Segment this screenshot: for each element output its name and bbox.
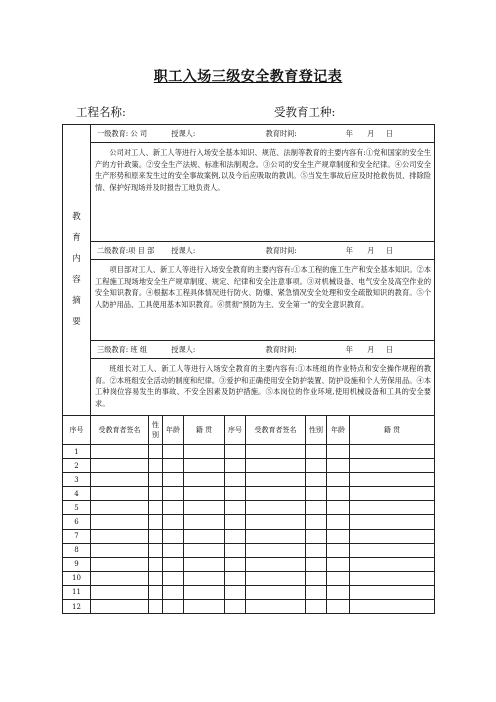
- gender-cell-2[interactable]: [306, 571, 327, 585]
- age-cell[interactable]: [163, 515, 184, 529]
- seq-cell-2[interactable]: [225, 473, 246, 487]
- trainee-signature-cell-2[interactable]: [246, 515, 306, 529]
- age-cell-2[interactable]: [327, 515, 350, 529]
- trainee-signature-cell[interactable]: [91, 445, 149, 459]
- seq-cell-2[interactable]: [225, 529, 246, 543]
- trainee-signature-cell[interactable]: [91, 473, 149, 487]
- gender-cell[interactable]: [149, 501, 163, 515]
- age-cell[interactable]: [163, 529, 184, 543]
- origin-cell-2[interactable]: [350, 459, 435, 473]
- row-number: 8: [63, 543, 91, 557]
- age-cell-2[interactable]: [327, 571, 350, 585]
- seq-cell-2[interactable]: [225, 571, 246, 585]
- gender-cell-2[interactable]: [306, 543, 327, 557]
- age-cell-2[interactable]: [327, 473, 350, 487]
- origin-cell[interactable]: [184, 529, 225, 543]
- gender-cell-2[interactable]: [306, 600, 327, 614]
- gender-cell-2[interactable]: [306, 529, 327, 543]
- seq-cell-2[interactable]: [225, 445, 246, 459]
- age-cell[interactable]: [163, 445, 184, 459]
- col-seq-2: 序号: [225, 416, 246, 445]
- gender-cell[interactable]: [149, 529, 163, 543]
- origin-cell[interactable]: [184, 501, 225, 515]
- table-row: [63, 571, 435, 585]
- trainee-signature-cell-2[interactable]: [246, 600, 306, 614]
- gender-cell[interactable]: [149, 571, 163, 585]
- age-cell[interactable]: [163, 473, 184, 487]
- origin-cell-2[interactable]: [350, 600, 435, 614]
- col-age-2: 年龄: [327, 416, 350, 445]
- gender-cell-2[interactable]: [306, 473, 327, 487]
- age-cell[interactable]: [163, 459, 184, 473]
- age-cell-2[interactable]: [327, 585, 350, 599]
- origin-cell[interactable]: [184, 515, 225, 529]
- seq-cell-2[interactable]: [225, 543, 246, 557]
- gender-cell[interactable]: [149, 445, 163, 459]
- origin-cell[interactable]: [184, 571, 225, 585]
- row-number: 4: [63, 487, 91, 501]
- trainee-signature-cell-2[interactable]: [246, 557, 306, 571]
- trainee-signature-cell[interactable]: [91, 487, 149, 501]
- age-cell[interactable]: [163, 487, 184, 501]
- age-cell-2[interactable]: [327, 557, 350, 571]
- trainee-signature-cell[interactable]: [91, 585, 149, 599]
- origin-cell[interactable]: [184, 487, 225, 501]
- table-row: [63, 487, 435, 501]
- table-row: [63, 459, 435, 473]
- gender-cell[interactable]: [149, 600, 163, 614]
- age-cell[interactable]: [163, 585, 184, 599]
- trainee-signature-cell[interactable]: [91, 529, 149, 543]
- trainee-signature-cell-2[interactable]: [246, 501, 306, 515]
- age-cell-2[interactable]: [327, 600, 350, 614]
- trainee-signature-cell[interactable]: [91, 571, 149, 585]
- origin-cell-2[interactable]: [350, 557, 435, 571]
- row-number: 5: [63, 501, 91, 515]
- age-cell-2[interactable]: [327, 543, 350, 557]
- table-row: [63, 473, 435, 487]
- row-number: 1: [63, 445, 91, 459]
- age-cell[interactable]: [163, 557, 184, 571]
- gender-cell-2[interactable]: [306, 585, 327, 599]
- trainee-signature-cell-2[interactable]: [246, 473, 306, 487]
- seq-cell-2[interactable]: [225, 557, 246, 571]
- row-number: 9: [63, 557, 91, 571]
- origin-cell[interactable]: [184, 445, 225, 459]
- gender-cell[interactable]: [149, 459, 163, 473]
- gender-cell-2[interactable]: [306, 501, 327, 515]
- origin-cell[interactable]: [184, 600, 225, 614]
- trainee-signature-cell-2[interactable]: [246, 585, 306, 599]
- seq-cell-2[interactable]: [225, 459, 246, 473]
- gender-cell[interactable]: [149, 473, 163, 487]
- age-cell-2[interactable]: [327, 487, 350, 501]
- age-cell[interactable]: [163, 571, 184, 585]
- col-seq: 序号: [63, 416, 91, 445]
- gender-cell-2[interactable]: [306, 459, 327, 473]
- origin-cell[interactable]: [184, 557, 225, 571]
- origin-cell-2[interactable]: [350, 501, 435, 515]
- trainee-signature-cell[interactable]: [91, 557, 149, 571]
- project-name-label: 工程名称:: [76, 105, 126, 119]
- gender-cell[interactable]: [149, 487, 163, 501]
- origin-cell-2[interactable]: [350, 515, 435, 529]
- gender-cell-2[interactable]: [306, 445, 327, 459]
- level1-content: 公司对工人、新工人等进行入场安全基本知识、规范、法制等教育的主要内容有:①党和国家的安全生产的方针政策。②安全生产法规、标准和法制观念。③公司的安全生产规章制度和安全纪律。④公司安全生产形势和原来发生过的安全事故案例,以及今后应吸取的教训。⑤当发生事故后应及时抢救伤员、排除险情、保护好现场并及时报告工地负责人。: [91, 143, 435, 242]
- row-number: 6: [63, 515, 91, 529]
- seq-cell-2[interactable]: [225, 487, 246, 501]
- origin-cell[interactable]: [184, 585, 225, 599]
- seq-cell-2[interactable]: [225, 501, 246, 515]
- row-number: 2: [63, 459, 91, 473]
- age-cell-2[interactable]: [327, 445, 350, 459]
- origin-cell-2[interactable]: [350, 473, 435, 487]
- origin-cell-2[interactable]: [350, 585, 435, 599]
- content-summary-label: 教 育 内 容 摘 要: [63, 125, 91, 416]
- registration-table: [62, 124, 435, 614]
- trainee-signature-cell-2[interactable]: [246, 487, 306, 501]
- seq-cell-2[interactable]: [225, 515, 246, 529]
- col-trainee-signature-2: 受教育者签名: [246, 416, 306, 445]
- row-number: 12: [63, 600, 91, 614]
- table-row: [63, 501, 435, 515]
- trade-label: 受教育工种:: [274, 105, 336, 119]
- age-cell[interactable]: [163, 501, 184, 515]
- age-cell-2[interactable]: [327, 529, 350, 543]
- gender-cell-2[interactable]: [306, 557, 327, 571]
- gender-cell[interactable]: [149, 515, 163, 529]
- gender-cell-2[interactable]: [306, 515, 327, 529]
- origin-cell[interactable]: [184, 459, 225, 473]
- gender-cell[interactable]: [149, 543, 163, 557]
- table-row: [63, 585, 435, 599]
- col-origin-2: 籍 贯: [350, 416, 435, 445]
- level2-content: 项目部对工人、新工人等进行入场安全教育的主要内容有:①本工程的施工生产和安全基本知识。②本工程施工现场地安全生产规章制度、规定、纪律和安全注意事项。③对机械设备、电气安全及高空作业的安全知识教育。④根据本工程具体情况进行防火、防爆、紧急情况安全处理和安全疏散知识的教育。⑤个人防护用品、工具使用基本知识教育。⑥贯彻“预防为主、安全第一”的安全意识教育。: [91, 260, 435, 341]
- origin-cell-2[interactable]: [350, 445, 435, 459]
- age-cell-2[interactable]: [327, 501, 350, 515]
- row-number: 3: [63, 473, 91, 487]
- table-row: [63, 445, 435, 459]
- origin-cell-2[interactable]: [350, 543, 435, 557]
- table-row: [63, 600, 435, 614]
- trainee-signature-cell[interactable]: [91, 459, 149, 473]
- origin-cell-2[interactable]: [350, 571, 435, 585]
- seq-cell-2[interactable]: [225, 585, 246, 599]
- trainee-signature-cell[interactable]: [91, 501, 149, 515]
- table-row: [63, 529, 435, 543]
- trainee-signature-cell-2[interactable]: [246, 529, 306, 543]
- age-cell[interactable]: [163, 543, 184, 557]
- col-gender: 性别: [149, 416, 163, 445]
- gender-cell[interactable]: [149, 585, 163, 599]
- level1-header: 一级教育: 公 司 授课人: 教育时间: 年 月 日: [91, 125, 435, 143]
- trainee-signature-cell-2[interactable]: [246, 445, 306, 459]
- trainee-signature-cell-2[interactable]: [246, 459, 306, 473]
- row-number: 11: [63, 585, 91, 599]
- trainee-signature-cell-2[interactable]: [246, 543, 306, 557]
- gender-cell-2[interactable]: [306, 487, 327, 501]
- table-row: [63, 557, 435, 571]
- trainee-signature-cell[interactable]: [91, 600, 149, 614]
- origin-cell-2[interactable]: [350, 487, 435, 501]
- origin-cell[interactable]: [184, 473, 225, 487]
- age-cell[interactable]: [163, 600, 184, 614]
- col-gender-2: 性别: [306, 416, 327, 445]
- seq-cell-2[interactable]: [225, 600, 246, 614]
- level2-header: 二级教育:项 目 部 授课人: 教育时间: 年 月 日: [91, 242, 435, 260]
- gender-cell[interactable]: [149, 557, 163, 571]
- roster-body: [63, 445, 435, 614]
- origin-cell-2[interactable]: [350, 529, 435, 543]
- origin-cell[interactable]: [184, 543, 225, 557]
- trainee-signature-cell[interactable]: [91, 543, 149, 557]
- table-row: [63, 515, 435, 529]
- form-title: 职工入场三级安全教育登记表: [153, 69, 343, 85]
- roster-header-row: [63, 416, 435, 445]
- col-origin: 籍 贯: [184, 416, 225, 445]
- age-cell-2[interactable]: [327, 459, 350, 473]
- col-age: 年龄: [163, 416, 184, 445]
- level3-content: 班组长对工人、新工人等进行入场安全教育的主要内容有:①本班组的作业特点和安全操作规程的教育。②本班组安全活动的制度和纪律。③爱护和正确使用安全防护装置、防护设施和个人劳保用品。④本工种岗位容易发生的事故、不安全因素及防护措施。⑤本岗位的作业环境,使用机械设备和工具的安全要求。: [91, 359, 435, 416]
- table-row: [63, 543, 435, 557]
- col-trainee-signature: 受教育者签名: [91, 416, 149, 445]
- row-number: 7: [63, 529, 91, 543]
- trainee-signature-cell-2[interactable]: [246, 571, 306, 585]
- row-number: 10: [63, 571, 91, 585]
- level3-header: 三级教育: 班 组 授课人: 教育时间: 年 月 日: [91, 341, 435, 359]
- trainee-signature-cell[interactable]: [91, 515, 149, 529]
